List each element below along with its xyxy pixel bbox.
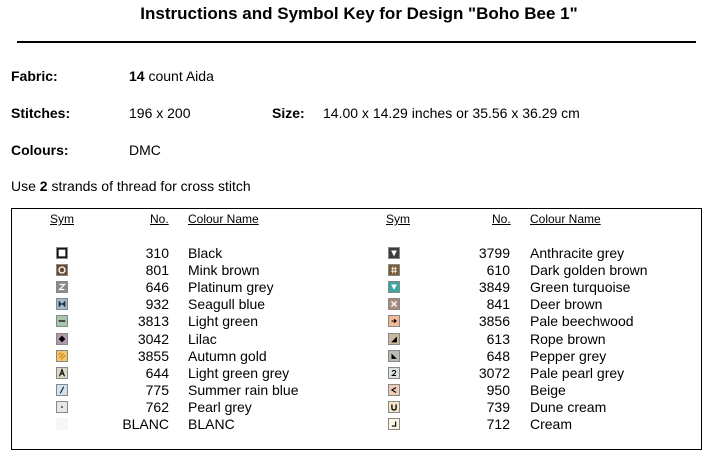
thread-instruction bbox=[11, 178, 251, 194]
colour-name: Seagull blue bbox=[188, 296, 266, 312]
table-row bbox=[0, 331, 718, 348]
colour-name: Beige bbox=[530, 382, 566, 398]
colour-number: 310 bbox=[145, 245, 169, 261]
colour-number: 712 bbox=[486, 416, 510, 432]
table-row bbox=[0, 279, 718, 296]
symbol-cross-icon bbox=[388, 298, 400, 310]
table-row bbox=[0, 365, 718, 382]
instruction-prefix: Use bbox=[11, 178, 36, 194]
colour-name: Pearl grey bbox=[188, 399, 252, 415]
table-row bbox=[0, 382, 718, 399]
table-row bbox=[0, 416, 718, 433]
colour-name: Light green bbox=[188, 313, 259, 329]
colour-number: 610 bbox=[486, 262, 510, 278]
stitches-label: Stitches: bbox=[11, 105, 71, 121]
colour-number: 613 bbox=[486, 331, 510, 347]
colour-name: Light green grey bbox=[188, 365, 290, 381]
colour-number: 762 bbox=[145, 399, 169, 415]
colour-name: Pepper grey bbox=[530, 348, 607, 364]
colour-name: Black bbox=[188, 245, 223, 261]
fabric-label: Fabric: bbox=[11, 68, 58, 84]
colour-number: 648 bbox=[486, 348, 510, 364]
page-title: Instructions and Symbol Key for Design "Boho Bee 1" bbox=[140, 4, 578, 23]
symbol-hash-icon bbox=[388, 264, 400, 276]
table-row bbox=[0, 296, 718, 313]
colour-number: 3042 bbox=[137, 331, 169, 347]
symbol-less-than-icon bbox=[388, 384, 400, 396]
instruction-strands: 2 bbox=[39, 178, 48, 194]
symbol-letter-u-icon bbox=[388, 401, 400, 413]
header-no-left: No. bbox=[150, 212, 169, 226]
colour-name: Green turquoise bbox=[530, 279, 631, 295]
symbol-arrow-right-icon bbox=[388, 315, 400, 327]
colour-name: Summer rain blue bbox=[188, 382, 299, 398]
colour-name: Mink brown bbox=[188, 262, 260, 278]
instruction-suffix: strands of thread for cross stitch bbox=[51, 178, 251, 194]
symbol-corner-icon bbox=[388, 418, 400, 430]
colour-number: 3855 bbox=[137, 348, 169, 364]
colour-number: 3849 bbox=[478, 279, 510, 295]
colour-number: 801 bbox=[145, 262, 169, 278]
colour-number: 775 bbox=[145, 382, 169, 398]
symbol-triangle-outline-icon bbox=[388, 350, 400, 362]
table-row bbox=[0, 245, 718, 262]
colour-name: Deer brown bbox=[530, 296, 603, 312]
symbol-triangle-down-icon bbox=[388, 281, 400, 293]
colour-number: 3856 bbox=[478, 313, 510, 329]
table-row bbox=[0, 348, 718, 365]
size-value: 14.00 x 14.29 inches or 35.56 x 36.29 cm bbox=[323, 105, 580, 121]
colour-name: Autumn gold bbox=[188, 348, 267, 364]
colour-number: 841 bbox=[486, 296, 510, 312]
colour-name: Anthracite grey bbox=[530, 245, 625, 261]
symbol-digit-2-icon bbox=[388, 367, 400, 379]
colour-number: BLANC bbox=[122, 416, 169, 432]
colours-label: Colours: bbox=[11, 142, 69, 158]
colour-number: 739 bbox=[486, 399, 510, 415]
colour-number: 950 bbox=[486, 382, 510, 398]
table-row bbox=[0, 313, 718, 330]
title-divider bbox=[17, 41, 696, 43]
colour-number: 644 bbox=[145, 365, 169, 381]
colour-name: Pale pearl grey bbox=[530, 365, 625, 381]
colour-name: Lilac bbox=[188, 331, 217, 347]
colour-name: Platinum grey bbox=[188, 279, 274, 295]
colour-name: BLANC bbox=[188, 416, 235, 432]
symbol-triangle-corner-icon bbox=[388, 333, 400, 345]
colour-name: Dune cream bbox=[530, 399, 607, 415]
fabric-count: 14 bbox=[129, 68, 145, 84]
header-name-left: Colour Name bbox=[188, 212, 259, 226]
size-label: Size: bbox=[272, 105, 305, 121]
colour-name: Pale beechwood bbox=[530, 313, 634, 329]
header-sym-right: Sym bbox=[386, 212, 410, 226]
fabric-value bbox=[129, 68, 214, 84]
table-row bbox=[0, 262, 718, 279]
header-sym-left: Sym bbox=[50, 212, 74, 226]
stitches-value: 196 x 200 bbox=[129, 105, 191, 121]
colours-value: DMC bbox=[129, 142, 161, 158]
header-name-right: Colour Name bbox=[530, 212, 601, 226]
colour-name: Rope brown bbox=[530, 331, 606, 347]
colour-number: 3813 bbox=[137, 313, 169, 329]
colour-number: 932 bbox=[145, 296, 169, 312]
colour-number: 3072 bbox=[478, 365, 510, 381]
colour-name: Dark golden brown bbox=[530, 262, 648, 278]
fabric-type: count Aida bbox=[148, 68, 214, 84]
symbol-heart-icon bbox=[388, 247, 400, 259]
colour-name: Cream bbox=[530, 416, 573, 432]
table-row bbox=[0, 399, 718, 416]
header-no-right: No. bbox=[492, 212, 511, 226]
colour-number: 646 bbox=[145, 279, 169, 295]
colour-number: 3799 bbox=[478, 245, 510, 261]
